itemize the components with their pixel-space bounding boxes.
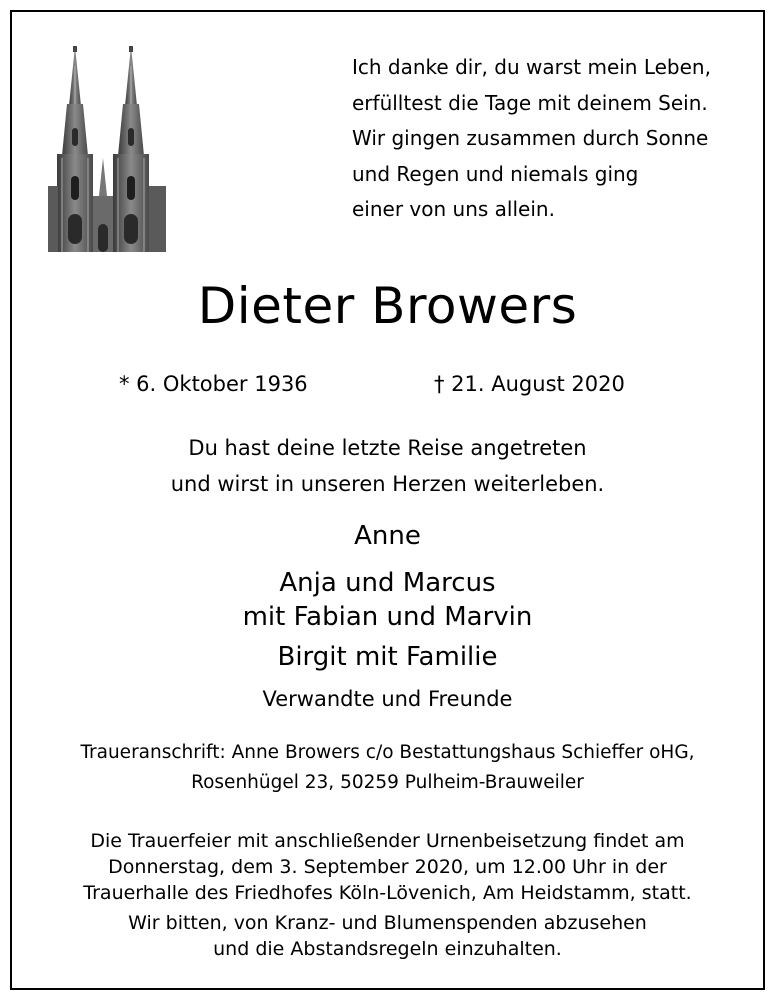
mourner-relatives: Verwandte und Freunde [262,687,513,711]
mourner-anne: Anne [354,521,421,551]
obituary-frame [10,10,765,990]
service-line: Die Trauerfeier mit anschließender Urnenbeisetzung findet am [90,830,685,852]
service-line: Donnerstag, dem 3. September 2020, um 12.00 Uhr in der [108,856,667,878]
farewell-text [12,430,763,502]
mourner-anja: Anja und Marcus [279,568,496,598]
farewell-line: und wirst in unseren Herzen weiterleben. [170,472,605,496]
mourner-birgit: Birgit mit Familie [277,642,498,672]
request-line: und die Abstandsregeln einzuhalten. [213,938,562,960]
request-line: Wir bitten, von Kranz- und Blumenspenden abzusehen [128,912,647,934]
poem-line: Wir gingen zusammen durch Sonne [352,126,709,150]
poem [352,50,752,228]
poem-line: erfülltest die Tage mit deinem Sein. [352,90,708,115]
cologne-cathedral-icon [48,46,166,252]
birth-date: * 6. Oktober 1936 [119,372,308,396]
poem-line: Ich danke dir, du warst mein Leben, [352,55,711,79]
address-line: Rosenhügel 23, 50259 Pulheim-Brauweiler [191,772,584,793]
request-text [12,910,763,962]
service-info [12,828,763,906]
death-date: † 21. August 2020 [434,372,625,396]
poem-line: und Regen und niemals ging [352,161,639,186]
mourning-address [12,738,763,798]
poem-line: einer von uns allein. [352,197,555,221]
address-line: Traueranschrift: Anne Browers c/o Bestattungshaus Schieffer oHG, [80,742,695,763]
mourner-fabian: mit Fabian und Marvin [242,602,533,632]
deceased-name: Dieter Browers [197,277,578,335]
service-line: Trauerhalle des Friedhofes Köln-Lövenich, Am Heidstamm, statt. [83,882,692,904]
farewell-line: Du hast deine letzte Reise angetreten [188,436,587,460]
